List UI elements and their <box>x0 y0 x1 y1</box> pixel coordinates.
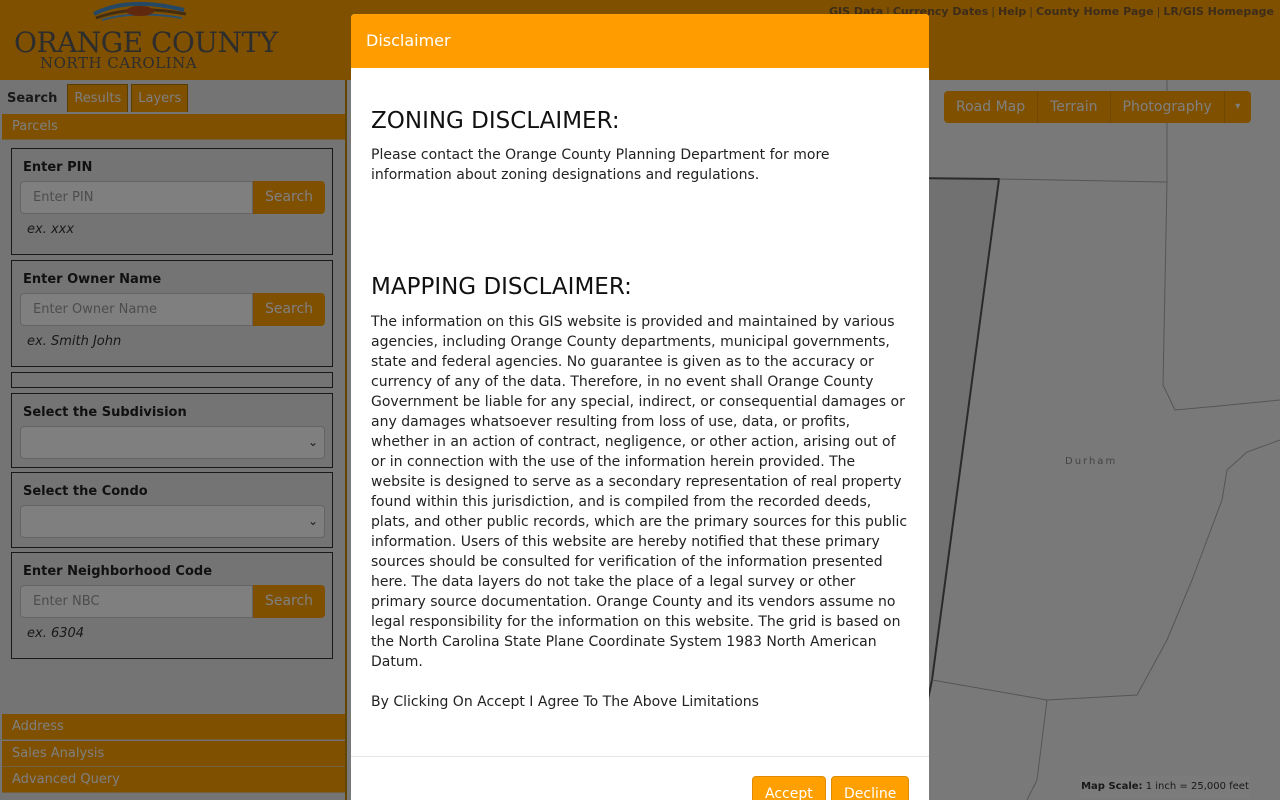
accept-button[interactable]: Accept <box>752 776 826 800</box>
modal-footer-divider <box>351 756 929 757</box>
modal-title: Disclaimer <box>351 14 929 68</box>
mapping-text: The information on this GIS website is provided and maintained by various agencies, including Orange County departments, municipal governments, state and federal agencies. No guarantee is given as to the accuracy or currency of any of the data. Therefore, in no event shall Orange County Government be liable for any special, indirect, or consequential damages or any damages whatsoever resulting from loss of use, data, or profits, whether in an action of contract, negligence, or other action, arising out of or in connection with the use of the information herein provided. The website is designed to serve as a secondary representation of real property found within this jurisdiction, and is compiled from the recorded deeds, plats, and other public records, which are the primary sources for this public information. Users of this website are hereby notified that these primary sources should be consulted for verification of the information presented here. The data layers do not take the place of a legal survey or other primary source documentation. Orange County and its vendors assume no legal responsibility for the information on this website. The grid is based on the North Carolina State Plane Coordinate System 1983 North American Datum. <box>371 314 908 670</box>
zoning-text: Please contact the Orange County Planning Department for more information about zoning designations and regulations. <box>371 147 830 183</box>
disclaimer-modal <box>351 14 929 800</box>
zoning-heading: ZONING DISCLAIMER: <box>371 108 620 134</box>
agree-text: By Clicking On Accept I Agree To The Above Limitations <box>371 694 759 710</box>
decline-button[interactable]: Decline <box>831 776 909 800</box>
mapping-heading: MAPPING DISCLAIMER: <box>371 274 632 300</box>
